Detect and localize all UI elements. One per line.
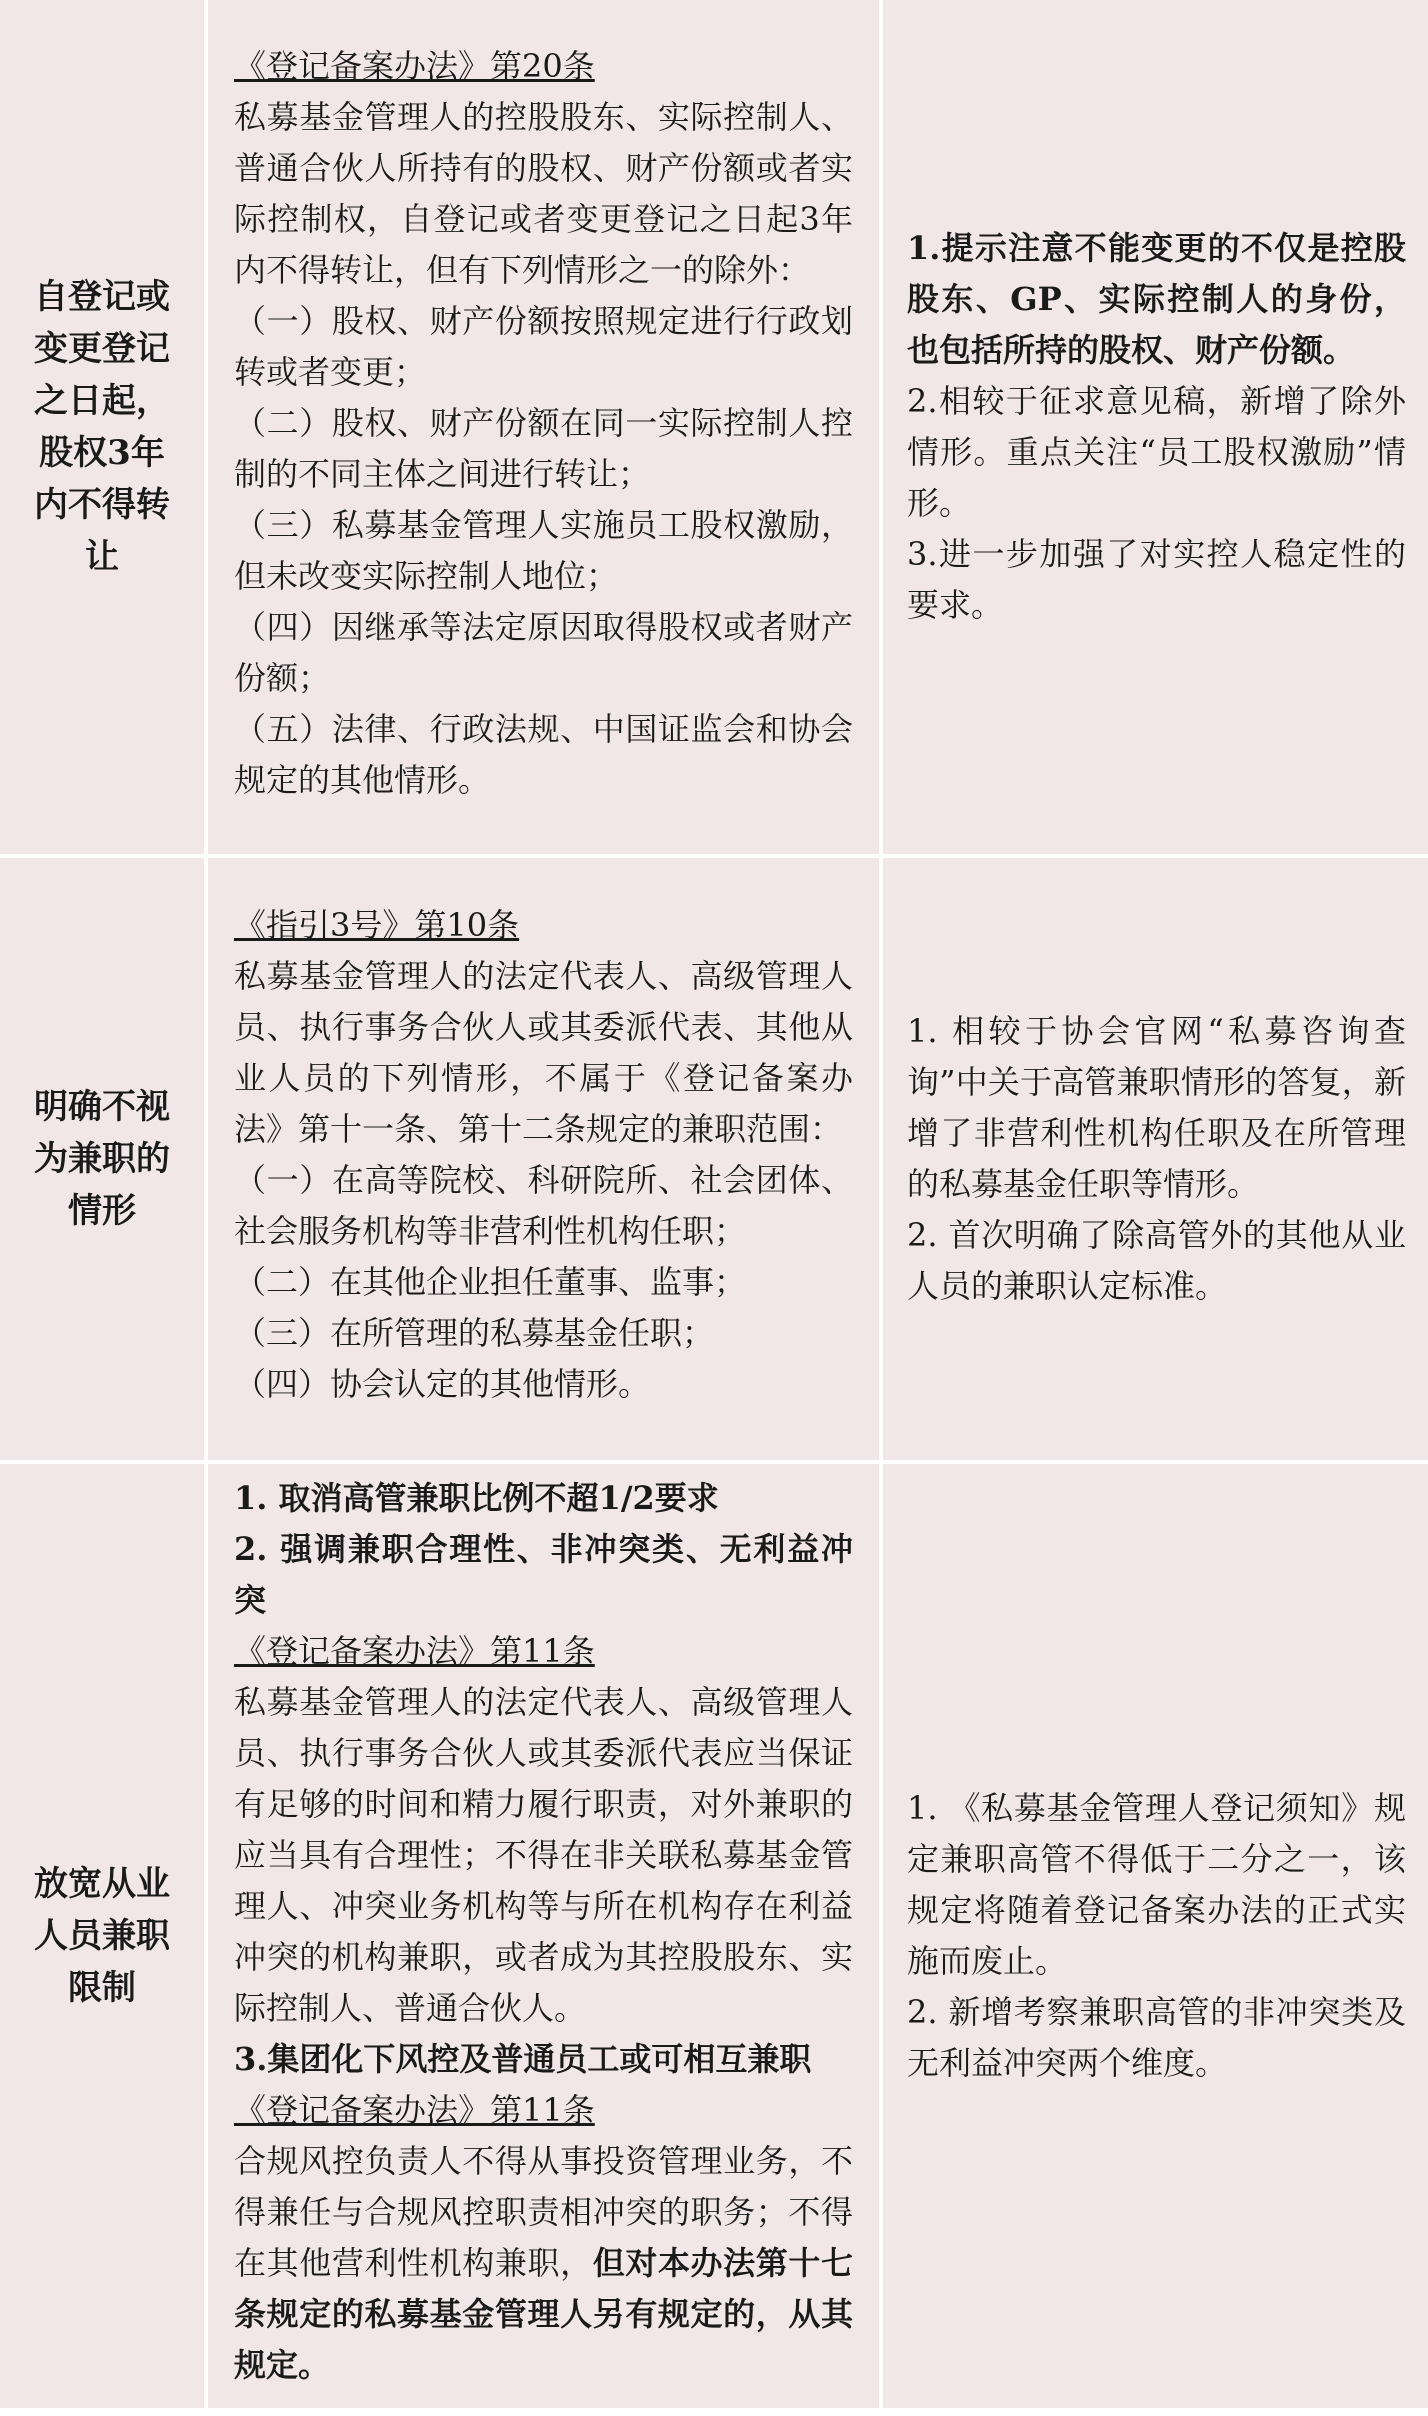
note-item: 1.提示注意不能变更的不仅是控股股东、GP、实际控制人的身份，也包括所持的股权、财产份额。	[907, 229, 1406, 369]
article-text: 私募基金管理人的控股股东、实际控制人、普通合伙人所持有的股权、财产份额或者实际控制权，自登记或者变更登记之日起3年内不得转让，但有下列情形之一的除外：	[234, 97, 853, 289]
source-reference: 《登记备案办法》第11条	[234, 1632, 595, 1670]
section-heading: 1. 取消高管兼职比例不超1/2要求	[234, 1479, 719, 1517]
rule-cell	[208, 1464, 883, 2412]
rule-cell	[208, 0, 883, 858]
topic-text: 放宽从业人员兼职限制	[34, 1864, 170, 2008]
list-item: （四）因继承等法定原因取得股权或者财产份额；	[234, 607, 853, 697]
list-item: （五）法律、行政法规、中国证监会和协会规定的其他情形。	[234, 709, 853, 799]
list-item: （三）私募基金管理人实施员工股权激励，但未改变实际控制人地位；	[234, 505, 853, 595]
table-row	[0, 0, 1428, 858]
topic-cell	[0, 858, 208, 1464]
list-item: （三）在所管理的私募基金任职；	[234, 1314, 715, 1352]
list-item: （二）股权、财产份额在同一实际控制人控制的不同主体之间进行转让；	[234, 403, 853, 493]
list-item: （二）在其他企业担任董事、监事；	[234, 1263, 747, 1301]
list-item: （一）在高等院校、科研院所、社会团体、社会服务机构等非营利性机构任职；	[234, 1161, 853, 1250]
article-text	[234, 2136, 853, 2391]
source-reference: 《登记备案办法》第20条	[234, 46, 595, 85]
note-item: 2. 新增考察兼职高管的非冲突类及无利益冲突两个维度。	[907, 1993, 1406, 2082]
topic-cell	[0, 1464, 208, 2412]
source-reference: 《指引3号》第10条	[234, 906, 520, 944]
topic-cell	[0, 0, 208, 858]
note-item: 1. 《私募基金管理人登记须知》规定兼职高管不得低于二分之一，该规定将随着登记备案办法的正式实施而废止。	[907, 1789, 1406, 1980]
article-text: 私募基金管理人的法定代表人、高级管理人员、执行事务合伙人或其委派代表、其他从业人员的下列情形，不属于《登记备案办法》第十一条、第十二条规定的兼职范围：	[234, 957, 853, 1148]
list-item: （一）股权、财产份额按照规定进行行政划转或者变更；	[234, 301, 853, 391]
note-cell	[883, 0, 1428, 858]
table-row	[0, 1464, 1428, 2412]
note-item: 1. 相较于协会官网“私募咨询查询”中关于高管兼职情形的答复，新增了非营利性机构任职及在所管理的私募基金任职等情形。	[907, 1012, 1406, 1203]
table-row	[0, 858, 1428, 1464]
note-cell	[883, 1464, 1428, 2412]
article-text: 私募基金管理人的法定代表人、高级管理人员、执行事务合伙人或其委派代表应当保证有足够的时间和精力履行职责，对外兼职的应当具有合理性；不得在非关联私募基金管理人、冲突业务机构等与所在机构存在利益冲突的机构兼职，或者成为其控股股东、实际控制人、普通合伙人。	[234, 1683, 853, 2027]
topic-text: 自登记或变更登记之日起，股权3年内不得转让	[34, 277, 170, 577]
section-heading: 3.集团化下风控及普通员工或可相互兼职	[234, 2040, 812, 2078]
note-item: 2.相较于征求意见稿，新增了除外情形。重点关注“员工股权激励”情形。	[907, 382, 1406, 522]
rule-cell	[208, 858, 883, 1464]
article-text-plain: 合规风控负责人不得从事投资管理业务，不得兼任与合规风控职责相冲突的职务；不得在其他营利性机构兼职，	[234, 2142, 853, 2282]
note-cell	[883, 858, 1428, 1464]
topic-text: 明确不视为兼职的情形	[34, 1087, 170, 1231]
section-heading: 2. 强调兼职合理性、非冲突类、无利益冲突	[234, 1530, 853, 1619]
note-item: 3.进一步加强了对实控人稳定性的要求。	[907, 535, 1406, 624]
list-item: （四）协会认定的其他情形。	[234, 1365, 651, 1403]
note-item: 2. 首次明确了除高管外的其他从业人员的兼职认定标准。	[907, 1216, 1406, 1305]
source-reference: 《登记备案办法》第11条	[234, 2091, 595, 2129]
article-text-emphasis: 但对本办法第十七条规定的私募基金管理人另有规定的，从其规定。	[234, 2244, 853, 2384]
